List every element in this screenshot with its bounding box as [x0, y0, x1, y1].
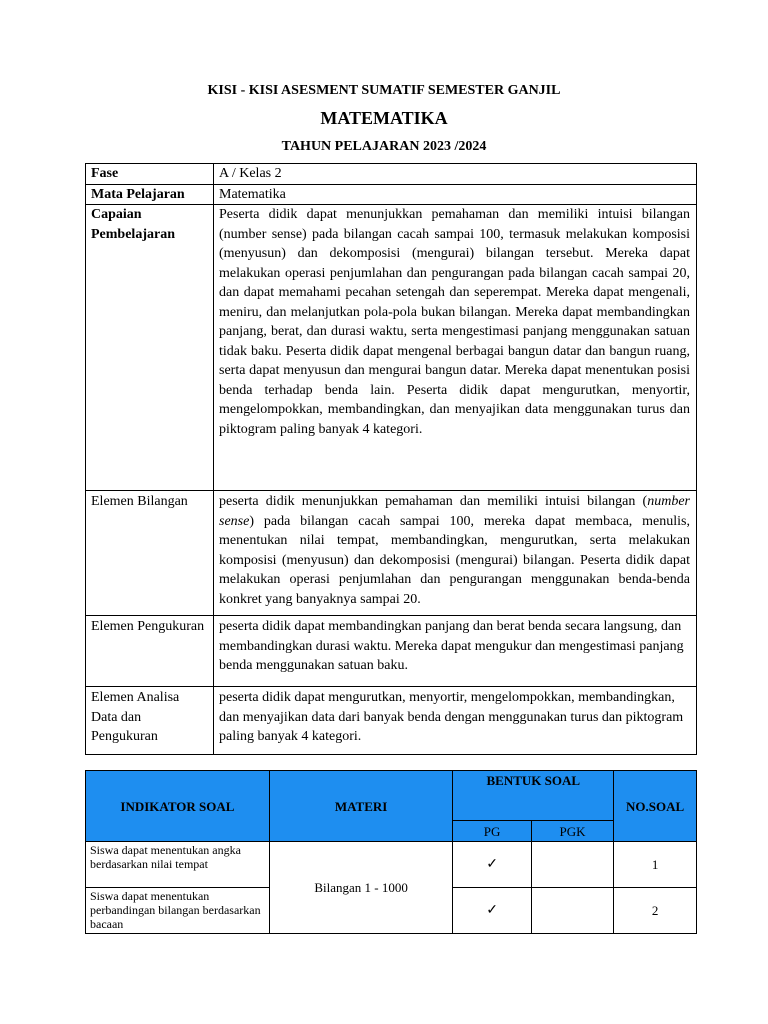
capaian-label: Capaian Pembelajaran: [86, 205, 214, 491]
info-row-bilangan: [86, 491, 697, 616]
bilangan-text-italic: number sense: [219, 494, 690, 529]
fase-label: Fase: [86, 164, 214, 185]
pgk-cell: [531, 842, 613, 888]
fase-value: A / Kelas 2: [214, 164, 697, 185]
mapel-value: Matematika: [214, 184, 697, 205]
info-row-analisa: [86, 687, 697, 755]
pengukuran-value: peserta didik dapat membandingkan panjang dan berat benda secara langsung, dan membandingkan durasi waktu. Mereka dapat mengukur dan mengestimasi panjang benda menggunakan satuan baku.: [214, 616, 697, 687]
info-row-pengukuran: [86, 616, 697, 687]
bilangan-text-b: ) pada bilangan cacah sampai 100, mereka dapat membaca, menulis, menentukan nilai tempat, membandingkan, mengurutkan, serta melakukan komposisi (menyusun) dan dekomposisi (mengurai) bilangan. Peserta didik dapat melakukan operasi penjumlahan dan pengurangan menggunakan benda-benda konkret yang banyaknya sampai 20.: [219, 513, 690, 607]
indicator-table: [85, 770, 697, 934]
pengukuran-label: Elemen Pengukuran: [86, 616, 214, 687]
capaian-value: Peserta didik dapat menunjukkan pemahaman dan memiliki intuisi bilangan (number sense) pada bilangan cacah sampai 100, termasuk melakukan komposisi (menyusun) dan dekomposisi (mengurai) bilangan tersebut. Mereka dapat melakukan operasi penjumlahan dan pengurangan pada bilangan cacah sampai 20, dan dapat memahami pecahan setengah dan seperempat. Mereka dapat mengenali, meniru, dan melanjutkan pola-pola bukan bilangan. Mereka dapat membandingkan panjang, berat, dan durasi waktu, serta mengestimasi panjang menggunakan satuan tidak baku. Peserta didik dapat mengenal berbagai bangun datar dan bangun ruang, serta dapat menyusun dan mengurai bangun datar. Mereka dapat menentukan posisi benda terhadap benda lain. Peserta didik dapat mengurutkan, menyortir, mengelompokkan, membandingkan, dan menyajikan data menggunakan turus dan piktogram paling banyak 4 kategori.: [214, 205, 697, 491]
header-pgk: PGK: [531, 821, 613, 842]
header-materi: MATERI: [269, 771, 453, 842]
no-soal-cell: 1: [614, 842, 697, 888]
indikator-cell: Siswa dapat menentukan angka berdasarkan nilai tempat: [86, 842, 270, 888]
analisa-value: peserta didik dapat mengurutkan, menyortir, mengelompokkan, membandingkan, dan menyajikan data dari banyak benda dengan menggunakan turus dan piktogram paling banyak 4 kategori.: [214, 687, 697, 755]
info-table: [85, 163, 697, 755]
indikator-cell: Siswa dapat menentukan perbandingan bilangan berdasarkan bacaan: [86, 888, 270, 934]
info-row-capaian: [86, 205, 697, 491]
header-pg: PG: [453, 821, 531, 842]
check-icon: ✓: [453, 888, 531, 934]
bilangan-text-a: peserta didik menunjukkan pemahaman dan memiliki intuisi bilangan (: [219, 494, 648, 509]
subject-title: MATEMATIKA: [320, 108, 448, 128]
school-year: TAHUN PELAJARAN 2023 /2024: [281, 139, 487, 154]
no-soal-cell: 2: [614, 888, 697, 934]
analisa-label: Elemen Analisa Data dan Pengukuran: [86, 687, 214, 755]
pgk-cell: [531, 888, 613, 934]
header-no-soal: NO.SOAL: [614, 771, 697, 842]
info-row-fase: [86, 164, 697, 185]
header-indikator: INDIKATOR SOAL: [86, 771, 270, 842]
bilangan-value: [214, 491, 697, 616]
mapel-label: Mata Pelajaran: [86, 184, 214, 205]
materi-cell: Bilangan 1 - 1000: [269, 842, 453, 934]
info-row-mapel: [86, 184, 697, 205]
check-icon: ✓: [453, 842, 531, 888]
indicator-header-row: [86, 771, 697, 821]
table-row: [86, 842, 697, 888]
header-bentuk-soal: BENTUK SOAL: [453, 771, 614, 821]
bilangan-label: Elemen Bilangan: [86, 491, 214, 616]
document-title: KISI - KISI ASESMENT SUMATIF SEMESTER GANJIL: [207, 83, 561, 98]
